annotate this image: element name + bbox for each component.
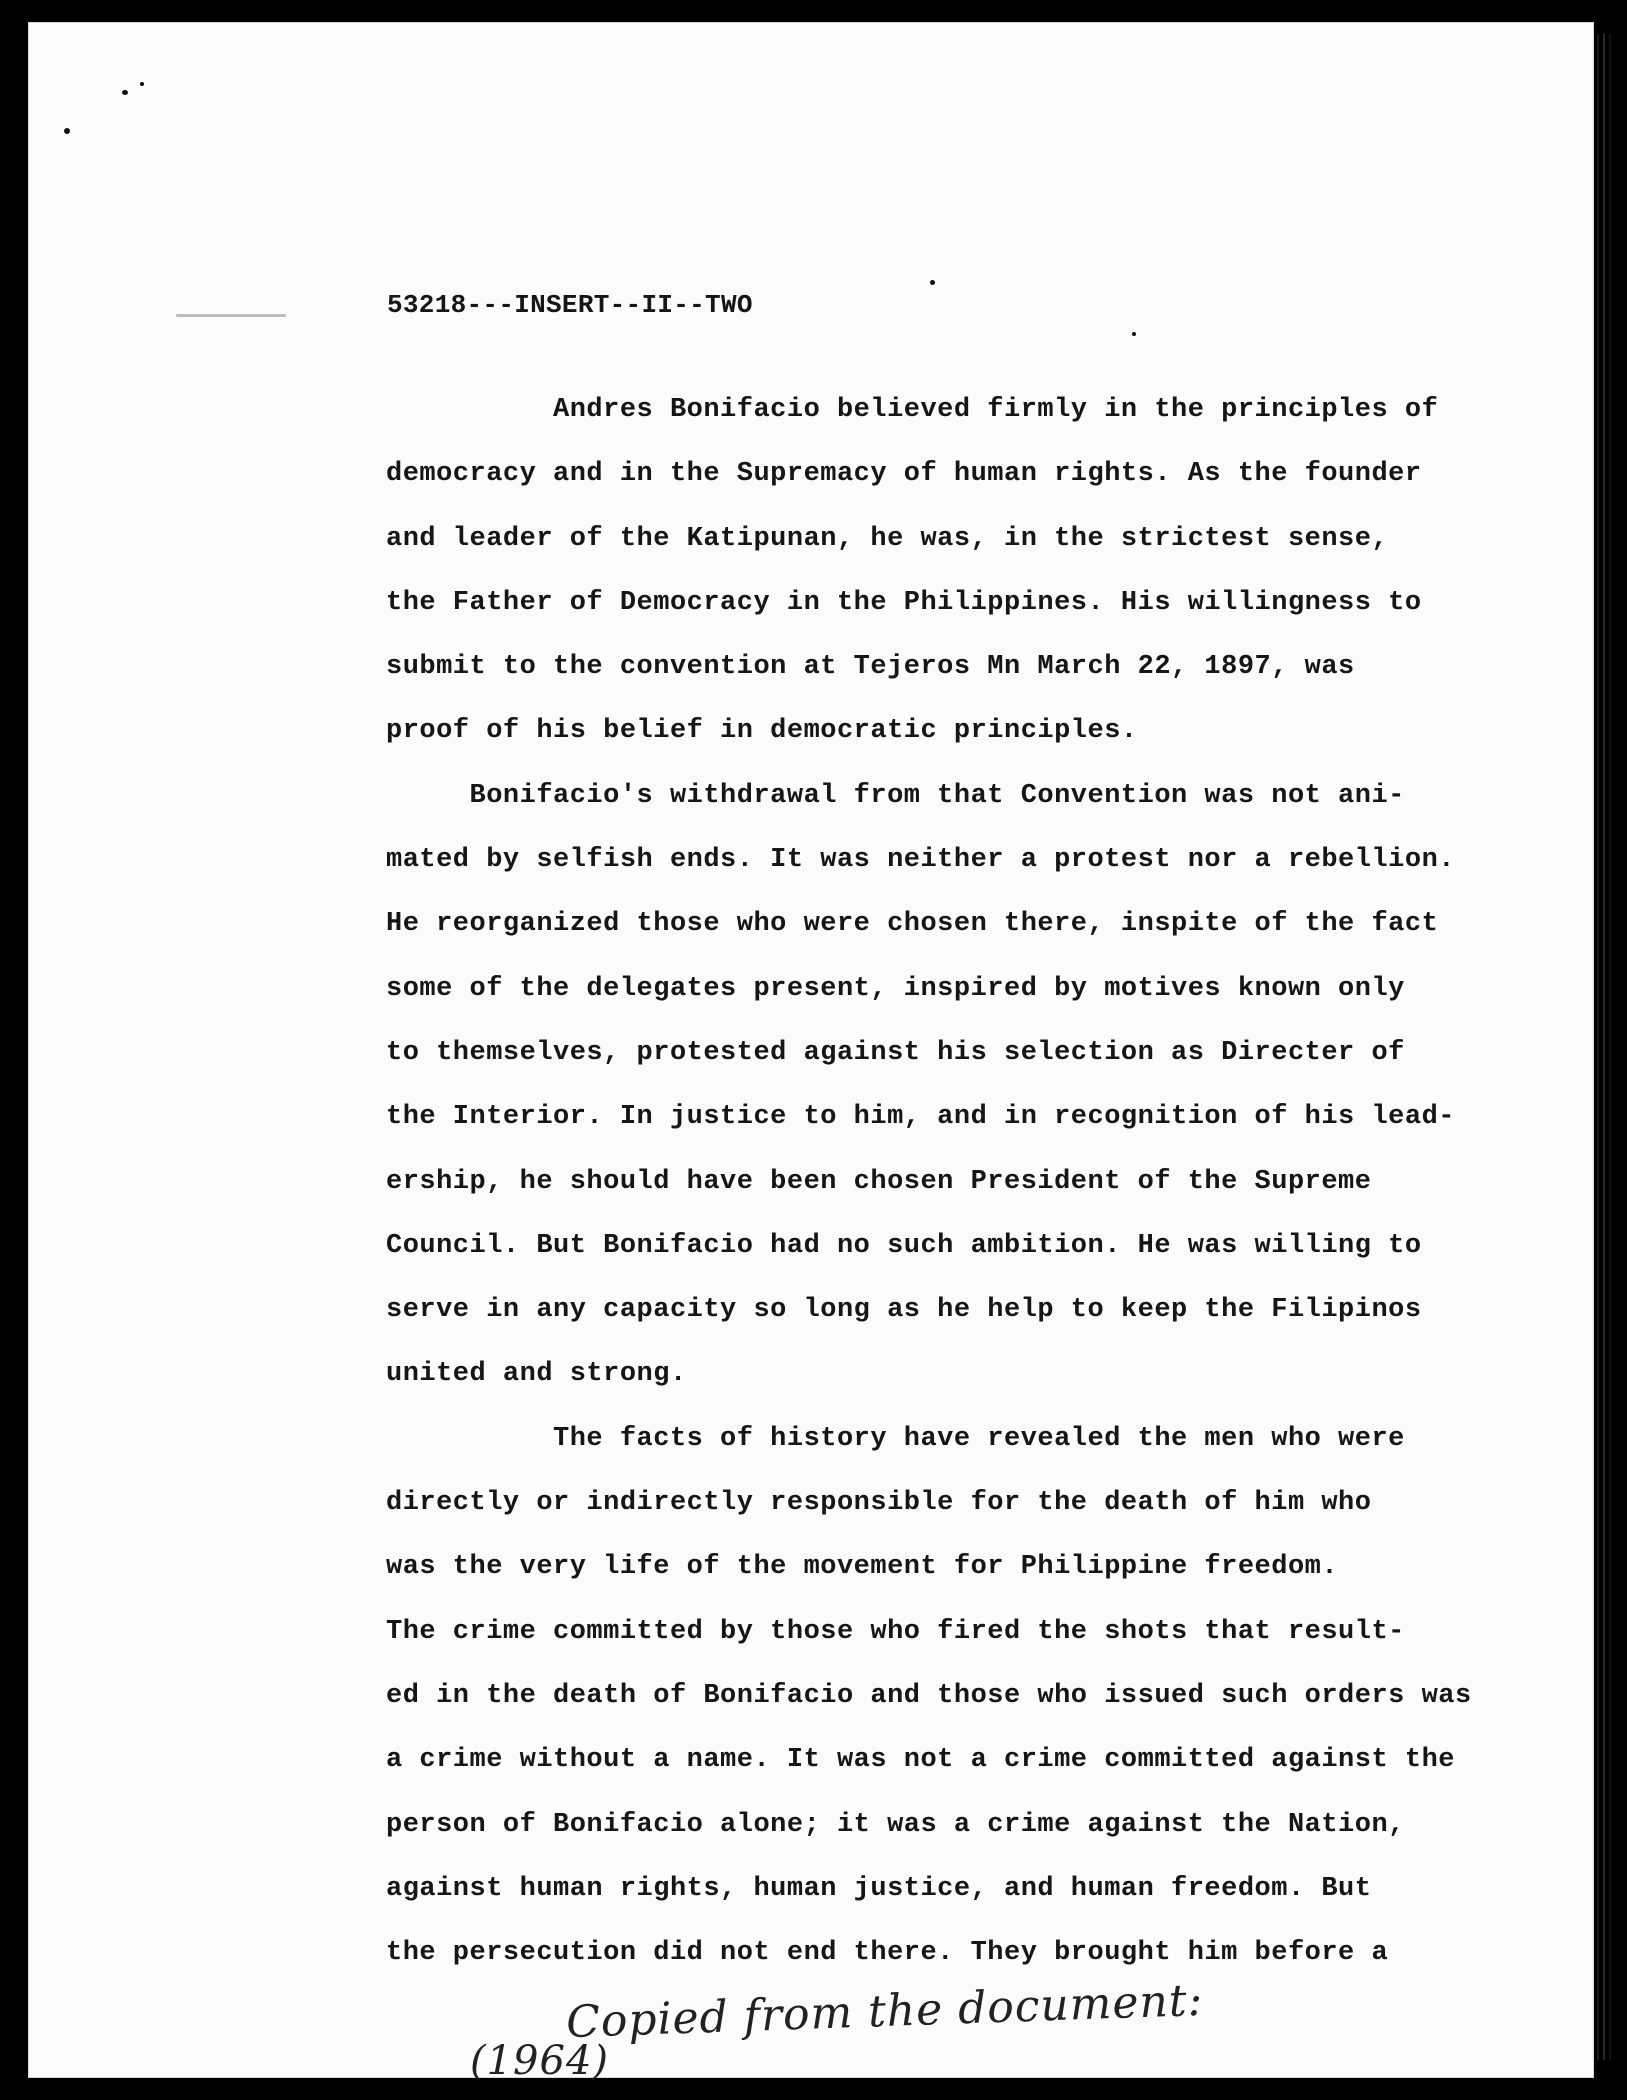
text-line: was the very life of the movement for Philippine freedom. xyxy=(386,1552,1339,1583)
text-line: against human rights, human justice, and human freedom. But xyxy=(386,1873,1372,1904)
text-line: Bonifacio's withdrawal from that Convention was not ani- xyxy=(386,780,1405,811)
text-line: The facts of history have revealed the men who were xyxy=(386,1423,1405,1454)
text-line: ership, he should have been chosen President of the Supreme xyxy=(386,1166,1372,1197)
text-line: The crime committed by those who fired the shots that result- xyxy=(386,1616,1405,1647)
handwritten-note: Copied from the document: xyxy=(565,1974,1205,2049)
scan-speck xyxy=(64,128,70,134)
text-line: united and strong. xyxy=(386,1359,687,1390)
scan-speck xyxy=(122,90,128,95)
handwritten-year: (1964) xyxy=(470,2038,610,2084)
text-line: He reorganized those who were chosen there, inspite of the fact xyxy=(386,909,1439,940)
scan-speck xyxy=(140,82,144,86)
text-line: a crime without a name. It was not a crime committed against the xyxy=(386,1745,1455,1776)
text-line: and leader of the Katipunan, he was, in the strictest sense, xyxy=(386,523,1389,554)
text-line: proof of his belief in democratic principles. xyxy=(386,716,1138,747)
text-line: to themselves, protested against his selection as Directer of xyxy=(386,1037,1405,1068)
text-line: ed in the death of Bonifacio and those who issued such orders was xyxy=(386,1680,1472,1711)
text-line: some of the delegates present, inspired by motives known only xyxy=(386,973,1405,1004)
page-stack-edge xyxy=(1609,34,1611,2060)
text-line: the persecution did not end there. They brought him before a xyxy=(386,1938,1389,1969)
page-stack-edge xyxy=(1603,34,1605,2060)
text-line: the Father of Democracy in the Philippines. His willingness to xyxy=(386,587,1422,618)
typed-body xyxy=(386,378,1486,1985)
text-line: serve in any capacity so long as he help to keep the Filipinos xyxy=(386,1295,1422,1326)
text-line: Council. But Bonifacio had no such ambition. He was willing to xyxy=(386,1230,1422,1261)
text-line: person of Bonifacio alone; it was a crime against the Nation, xyxy=(386,1809,1405,1840)
document-header: 53218---INSERT--II--TWO xyxy=(387,290,753,320)
text-line: mated by selfish ends. It was neither a protest nor a rebellion. xyxy=(386,845,1455,876)
text-line: submit to the convention at Tejeros Mn March 22, 1897, was xyxy=(386,652,1355,683)
page-stack-edge xyxy=(1597,34,1599,2060)
text-line: democracy and in the Supremacy of human rights. As the founder xyxy=(386,459,1422,490)
text-line: the Interior. In justice to him, and in recognition of his lead- xyxy=(386,1102,1455,1133)
scan-speck xyxy=(930,280,935,285)
text-line: Andres Bonifacio believed firmly in the principles of xyxy=(386,395,1439,425)
scan-speck xyxy=(1132,332,1136,336)
text-line: directly or indirectly responsible for the death of him who xyxy=(386,1488,1372,1519)
scan-smudge xyxy=(176,314,286,317)
